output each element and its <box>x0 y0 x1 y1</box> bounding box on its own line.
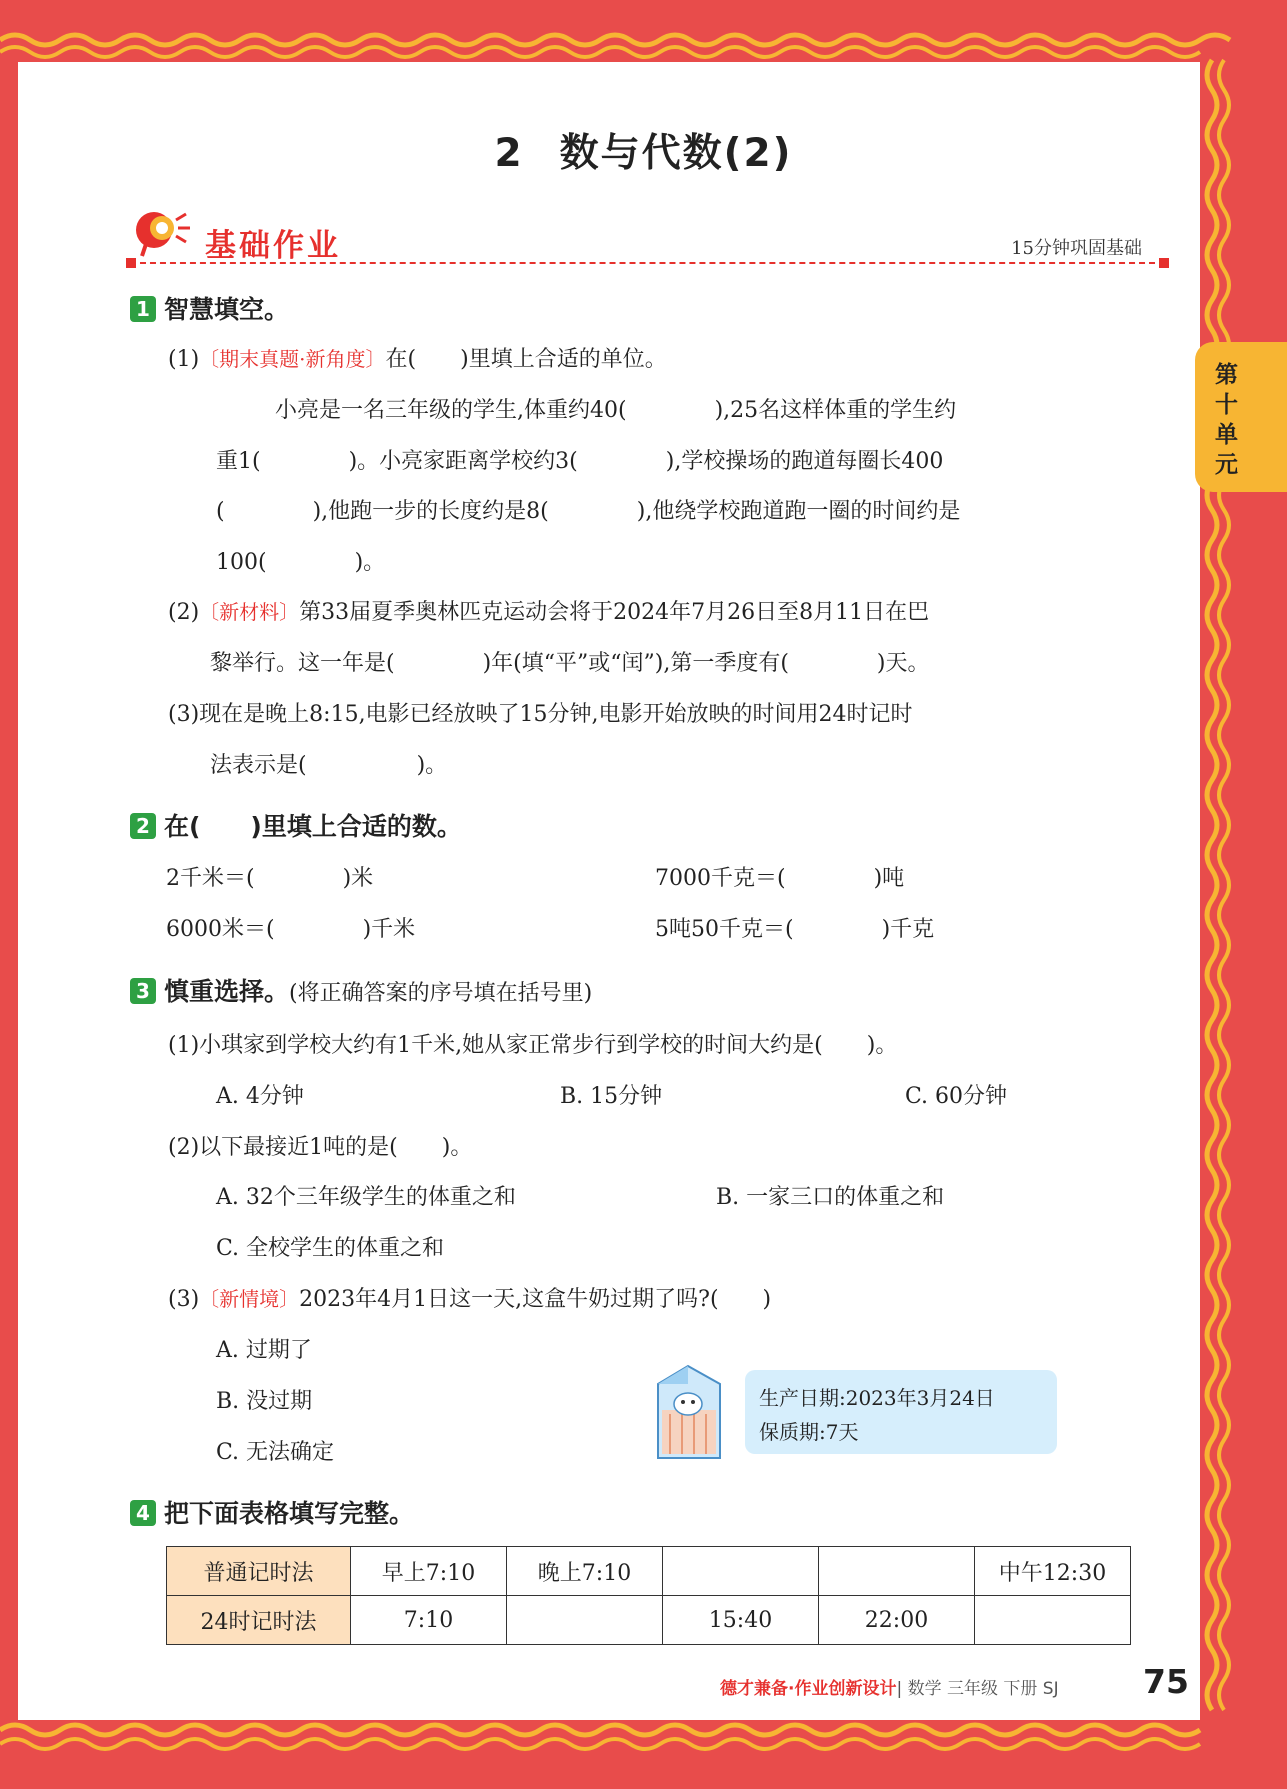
q1-part3-line: (3)现在是晚上8:15,电影已经放映了15分钟,电影开始放映的时间用24时记时 <box>168 702 913 727</box>
q2-item-a: 2千米＝( )米 <box>166 866 374 891</box>
table-cell: 24时记时法 <box>167 1596 351 1645</box>
q3-part3-option-c: C. 无法确定 <box>216 1440 335 1465</box>
q3-part1-option-a: A. 4分钟 <box>216 1084 304 1109</box>
q2-item-d: 5吨50千克＝( )千克 <box>655 917 935 942</box>
megaphone-icon <box>132 206 192 260</box>
q2-item-b: 7000千克＝( )吨 <box>655 866 905 891</box>
q3-part1-option-c: C. 60分钟 <box>905 1084 1008 1109</box>
table-cell: 中午12:30 <box>975 1547 1131 1596</box>
question-number-badge: 2 <box>130 813 156 839</box>
q3-part3-option-b: B. 没过期 <box>216 1389 313 1414</box>
question-4-heading <box>130 1494 414 1530</box>
table-cell: 普通记时法 <box>167 1547 351 1596</box>
q1-part2-line <box>168 595 929 626</box>
table-cell <box>663 1547 819 1596</box>
question-number-badge: 3 <box>130 978 156 1004</box>
q1-part1-line <box>168 342 667 373</box>
shelf-life: 保质期:7天 <box>759 1420 859 1444</box>
footer-text <box>720 1674 1059 1699</box>
table-cell: 15:40 <box>663 1596 819 1645</box>
page-title <box>0 122 1287 178</box>
unit-side-tab <box>1195 342 1287 492</box>
part-text: 2023年4月1日这一天,这盒牛奶过期了吗?( ) <box>299 1287 772 1312</box>
q1-part2-line2: 黎举行。这一年是( )年(填“平”或“闰”),第一季度有( )天。 <box>210 651 930 676</box>
question-number-badge: 4 <box>130 1500 156 1526</box>
question-2-heading <box>130 807 462 843</box>
q3-part2-option-c: C. 全校学生的体重之和 <box>216 1236 445 1261</box>
q1-part1-text-line1: 小亮是一名三年级的学生,体重约40( ),25名这样体重的学生约 <box>275 398 957 423</box>
footer-brand: 德才兼备·作业创新设计 <box>720 1679 897 1699</box>
q3-part1-option-b: B. 15分钟 <box>560 1084 663 1109</box>
q1-part1-text-line3: ( ),他跑一步的长度约是8( ),他绕学校跑道跑一圈的时间约是 <box>216 499 961 524</box>
part-text: 在( )里填上合适的单位。 <box>385 347 667 372</box>
tag-label: 〔期末真题·新角度〕 <box>199 347 386 371</box>
table-cell <box>507 1596 663 1645</box>
table-cell: 22:00 <box>819 1596 975 1645</box>
divider-start-marker <box>126 258 136 268</box>
footer-meta: | 数学 三年级 下册 SJ <box>896 1679 1059 1699</box>
question-3-text: 慎重选择。 <box>164 977 290 1006</box>
production-date: 生产日期:2023年3月24日 <box>759 1386 995 1410</box>
question-1-text: 智慧填空。 <box>164 295 290 324</box>
milk-info-bubble <box>745 1370 1057 1454</box>
table-cell <box>975 1596 1131 1645</box>
q3-part3 <box>168 1282 771 1313</box>
part-text: 第33届夏季奥林匹克运动会将于2024年7月26日至8月11日在巴 <box>299 600 930 625</box>
q1-part3-line2: 法表示是( )。 <box>210 753 448 778</box>
part-prefix: (1) <box>168 347 200 372</box>
q1-part1-text-line4: 100( )。 <box>216 550 386 575</box>
question-number-badge: 1 <box>130 296 156 322</box>
lesson-number: 2 <box>494 131 524 176</box>
q3-part3-option-a: A. 过期了 <box>216 1338 312 1363</box>
table-cell: 晚上7:10 <box>507 1547 663 1596</box>
question-2-text: 在( )里填上合适的数。 <box>164 812 462 841</box>
lesson-title: 数与代数(2) <box>559 131 793 176</box>
q3-part1: (1)小琪家到学校大约有1千米,她从家正常步行到学校的时间大约是( )。 <box>168 1033 898 1058</box>
q3-part2: (2)以下最接近1吨的是( )。 <box>168 1135 473 1160</box>
time-conversion-table <box>166 1546 1131 1645</box>
milk-carton-icon <box>648 1362 730 1462</box>
q1-part1-text-line2: 重1( )。小亮家距离学校约3( ),学校操场的跑道每圈长400 <box>216 449 944 474</box>
tag-label: 〔新材料〕 <box>199 600 300 624</box>
table-row <box>167 1547 1131 1596</box>
question-3-note: (将正确答案的序号填在括号里) <box>289 981 593 1006</box>
question-4-text: 把下面表格填写完整。 <box>164 1499 415 1528</box>
question-1-heading <box>130 290 289 326</box>
table-row <box>167 1596 1131 1645</box>
q3-part2-option-b: B. 一家三口的体重之和 <box>716 1185 945 1210</box>
page-number: 75 <box>1143 1662 1189 1701</box>
section-time-note: 15分钟巩固基础 <box>1011 238 1142 259</box>
table-cell: 早上7:10 <box>351 1547 507 1596</box>
unit-tab-label: 第十单元 <box>1215 362 1238 478</box>
part-prefix: (2) <box>168 600 200 625</box>
q2-item-c: 6000米＝( )千米 <box>166 917 416 942</box>
divider-end-marker <box>1159 258 1169 268</box>
question-3-heading <box>130 972 592 1008</box>
section-divider <box>130 262 1165 264</box>
table-cell <box>819 1547 975 1596</box>
section-heading: 基础作业 <box>205 228 341 264</box>
part-prefix: (3) <box>168 1287 200 1312</box>
q3-part2-option-a: A. 32个三年级学生的体重之和 <box>216 1185 516 1210</box>
table-cell: 7:10 <box>351 1596 507 1645</box>
tag-label: 〔新情境〕 <box>199 1287 300 1311</box>
